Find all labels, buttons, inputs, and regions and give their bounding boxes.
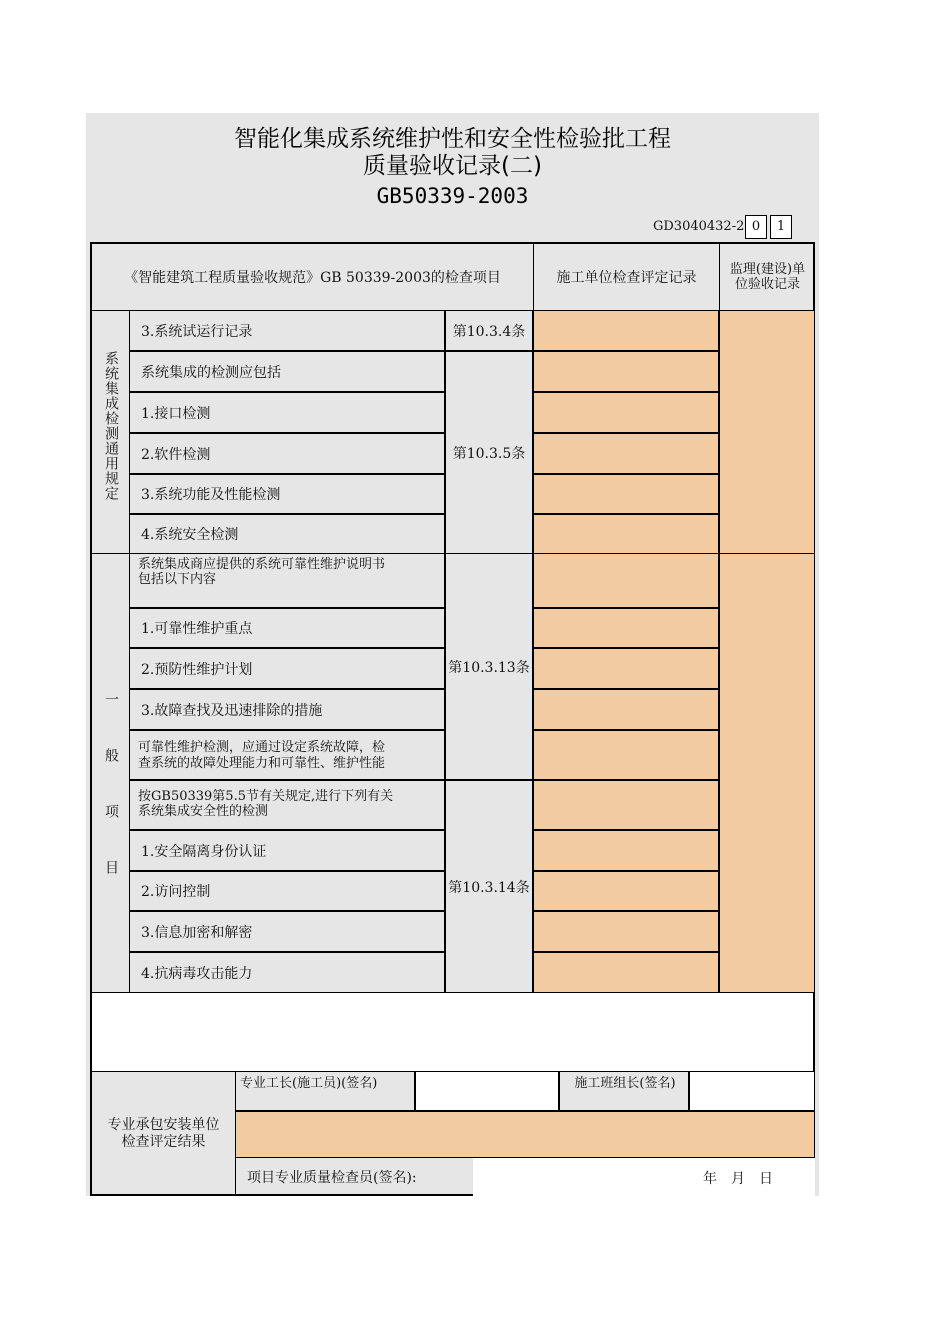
standard-code: GB50339-2003 — [376, 184, 529, 208]
contractor-record-cell[interactable] — [533, 830, 719, 871]
clause-cell: 第10.3.4条 — [445, 310, 533, 351]
section-general-provisions — [92, 310, 129, 553]
item-row: 2.访问控制 — [129, 871, 445, 911]
form-code-box-1[interactable]: 0 — [745, 215, 767, 239]
contractor-record-cell[interactable] — [533, 608, 719, 648]
foreman-signature-field[interactable] — [415, 1071, 559, 1111]
header-supervisor-record: 监理(建设)单位验收记录 — [719, 244, 815, 310]
item-row: 3.系统试运行记录 — [129, 310, 445, 351]
item-row: 2.预防性维护计划 — [129, 648, 445, 689]
section-general-items-label: 一 般 项 目 — [103, 692, 119, 888]
item-row: 2.软件检测 — [129, 433, 445, 474]
item-row: 1.接口检测 — [129, 392, 445, 433]
contractor-record-cell[interactable] — [533, 952, 719, 993]
item-row — [129, 730, 445, 780]
contractor-record-cell[interactable] — [533, 648, 719, 689]
header-contractor-record: 施工单位检查评定记录 — [533, 244, 719, 310]
date-label: 年 月 日 — [703, 1171, 773, 1187]
item-row: 系统集成商应提供的系统可靠性维护说明书 包括以下内容 — [129, 553, 445, 608]
item-row: 系统集成的检测应包括 — [129, 351, 445, 392]
inspector-signature-field[interactable] — [473, 1158, 815, 1196]
contractor-record-cell[interactable] — [533, 553, 719, 608]
result-label: 专业承包安装单位检查评定结果 — [92, 1071, 235, 1196]
supervisor-record-cell[interactable] — [719, 553, 815, 993]
contractor-record-cell[interactable] — [533, 689, 719, 730]
item-row: 3.信息加密和解密 — [129, 911, 445, 952]
team-leader-signature-field[interactable] — [689, 1071, 815, 1111]
foreman-signature-label: 专业工长(施工员)(签名) — [235, 1071, 415, 1111]
header-check-items: 《智能建筑工程质量验收规范》GB 50339-2003的检查项目 — [124, 270, 501, 286]
form-code: GD3040432-2 — [653, 219, 745, 234]
contractor-record-cell[interactable] — [533, 474, 719, 514]
contractor-record-cell[interactable] — [533, 351, 719, 392]
form-title-line2: 质量验收记录(二) — [363, 153, 542, 179]
item-row: 4.系统安全检测 — [129, 514, 445, 554]
clause-cell: 第10.3.14条 — [445, 780, 533, 993]
form-title-line1: 智能化集成系统维护性和安全性检验批工程 — [234, 126, 671, 152]
section-general-items — [92, 553, 129, 993]
item-row: 4.抗病毒攻击能力 — [129, 952, 445, 993]
contractor-record-cell[interactable] — [533, 433, 719, 474]
evaluation-result-field[interactable] — [235, 1111, 815, 1158]
remarks-area[interactable] — [92, 992, 813, 1072]
item-row: 按GB50339第5.5节有关规定,进行下列有关 系统集成安全性的检测 — [129, 780, 445, 830]
contractor-record-cell[interactable] — [533, 911, 719, 952]
item-row: 3.系统功能及性能检测 — [129, 474, 445, 514]
contractor-record-cell[interactable] — [533, 514, 719, 554]
contractor-record-cell[interactable] — [533, 871, 719, 911]
form-code-box-2[interactable]: 1 — [770, 215, 792, 239]
inspector-signature-label: 项目专业质量检查员(签名): — [235, 1158, 473, 1196]
section-general-provisions-label: 系统集成检测通用规定 — [103, 351, 119, 501]
team-leader-signature-label: 施工班组长(签名) — [559, 1071, 689, 1111]
item-row-text: 可靠性维护检测，应通过设定系统故障，检 查系统的故障处理能力和可靠性、维护性能 — [138, 740, 386, 771]
clause-cell: 第10.3.5条 — [445, 351, 533, 554]
item-row: 3.故障查找及迅速排除的措施 — [129, 689, 445, 730]
inspection-table — [90, 242, 815, 1196]
contractor-record-cell[interactable] — [533, 780, 719, 830]
item-row: 1.安全隔离身份认证 — [129, 830, 445, 871]
supervisor-record-cell[interactable] — [719, 310, 815, 554]
contractor-record-cell[interactable] — [533, 730, 719, 780]
clause-cell: 第10.3.13条 — [445, 553, 533, 780]
contractor-record-cell[interactable] — [533, 310, 719, 351]
item-row: 1.可靠性维护重点 — [129, 608, 445, 648]
contractor-record-cell[interactable] — [533, 392, 719, 433]
